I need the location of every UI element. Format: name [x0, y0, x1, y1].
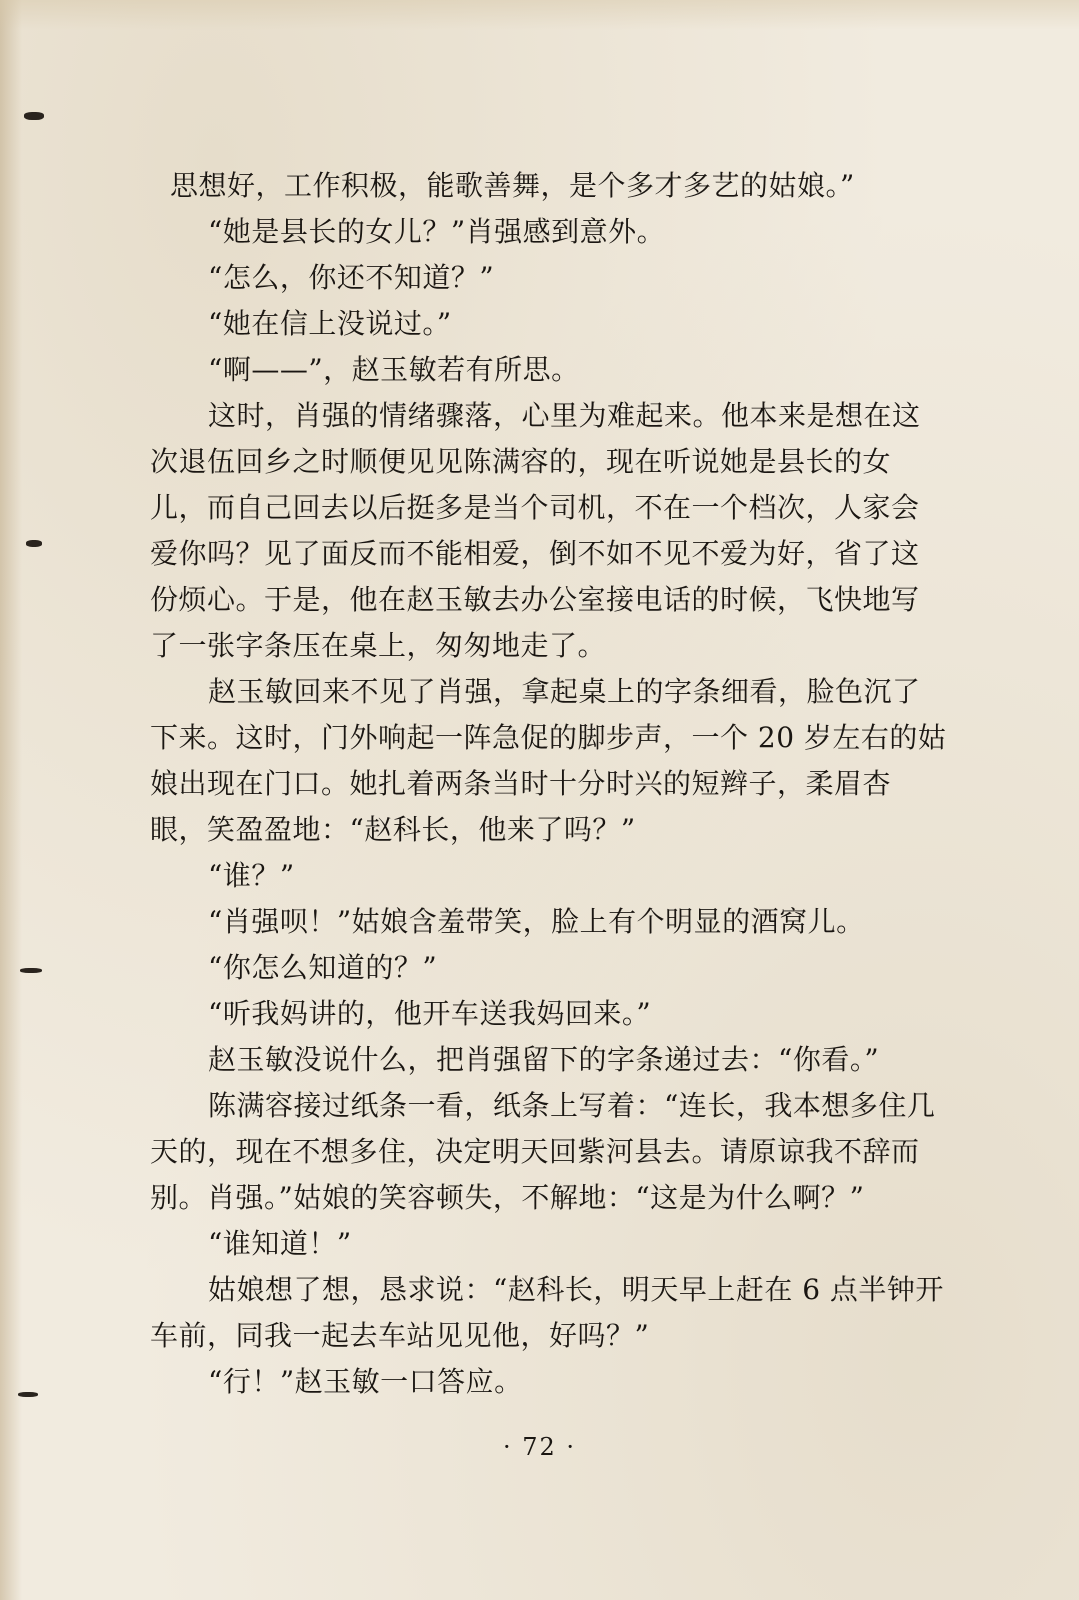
text-line: 姑娘想了想，恳求说：“赵科长，明天早上赶在 6 点半钟开	[208, 1273, 944, 1306]
text-line: 下来。这时，门外响起一阵急促的脚步声，一个 20 岁左右的姑	[150, 721, 947, 754]
text-line: 儿，而自己回去以后挺多是当个司机，不在一个档次，人家会	[150, 491, 920, 524]
text-line: 了一张字条压在桌上，匆匆地走了。	[150, 629, 607, 662]
ink-speck	[20, 968, 42, 973]
text-line: 思想好，工作积极，能歌善舞，是个多才多艺的姑娘。”	[170, 169, 855, 202]
body-text	[150, 163, 1010, 1405]
text-line: “她在信上没说过。”	[208, 307, 452, 340]
text-line: 陈满容接过纸条一看，纸条上写着：“连长，我本想多住几	[208, 1089, 936, 1122]
text-line: 车前，同我一起去车站见见他，好吗？”	[150, 1319, 650, 1352]
text-line: “怎么，你还不知道？”	[208, 261, 495, 294]
text-line: 赵玉敏没说什么，把肖强留下的字条递过去：“你看。”	[208, 1043, 880, 1076]
text-line: 赵玉敏回来不见了肖强，拿起桌上的字条细看，脸色沉了	[208, 675, 921, 708]
text-line: 份烦心。于是，他在赵玉敏去办公室接电话的时候，飞快地写	[150, 583, 920, 616]
text-line: 这时，肖强的情绪骤落，心里为难起来。他本来是想在这	[208, 399, 921, 432]
text-line: “她是县长的女儿？”肖强感到意外。	[208, 215, 666, 248]
text-line: 天的，现在不想多住，决定明天回紫河县去。请原谅我不辞而	[150, 1135, 920, 1168]
page-edge-shadow	[0, 0, 22, 1600]
text-line: “谁？”	[208, 859, 295, 892]
text-line: “啊——”，赵玉敏若有所思。	[208, 353, 580, 386]
text-line: “谁知道！”	[208, 1227, 352, 1260]
ink-speck	[24, 112, 44, 120]
ink-speck	[26, 540, 42, 547]
text-line: 爱你吗？见了面反而不能相爱，倒不如不见不爱为好，省了这	[150, 537, 920, 570]
text-line: 娘出现在门口。她扎着两条当时十分时兴的短辫子，柔眉杏	[150, 767, 892, 800]
text-line: 眼，笑盈盈地：“赵科长，他来了吗？”	[150, 813, 636, 846]
text-line: “你怎么知道的？”	[208, 951, 438, 984]
page-top-shadow	[0, 0, 1079, 30]
page-number: · 72 ·	[502, 1433, 577, 1461]
text-line: “行！”赵玉敏一口答应。	[208, 1365, 523, 1398]
text-line: 次退伍回乡之时顺便见见陈满容的，现在听说她是县长的女	[150, 445, 892, 478]
text-line: 别。肖强。”姑娘的笑容顿失，不解地：“这是为什么啊？”	[150, 1181, 865, 1214]
text-line: “听我妈讲的，他开车送我妈回来。”	[208, 997, 652, 1030]
ink-speck	[18, 1392, 38, 1397]
text-line: “肖强呗！”姑娘含羞带笑，脸上有个明显的酒窝儿。	[208, 905, 865, 938]
